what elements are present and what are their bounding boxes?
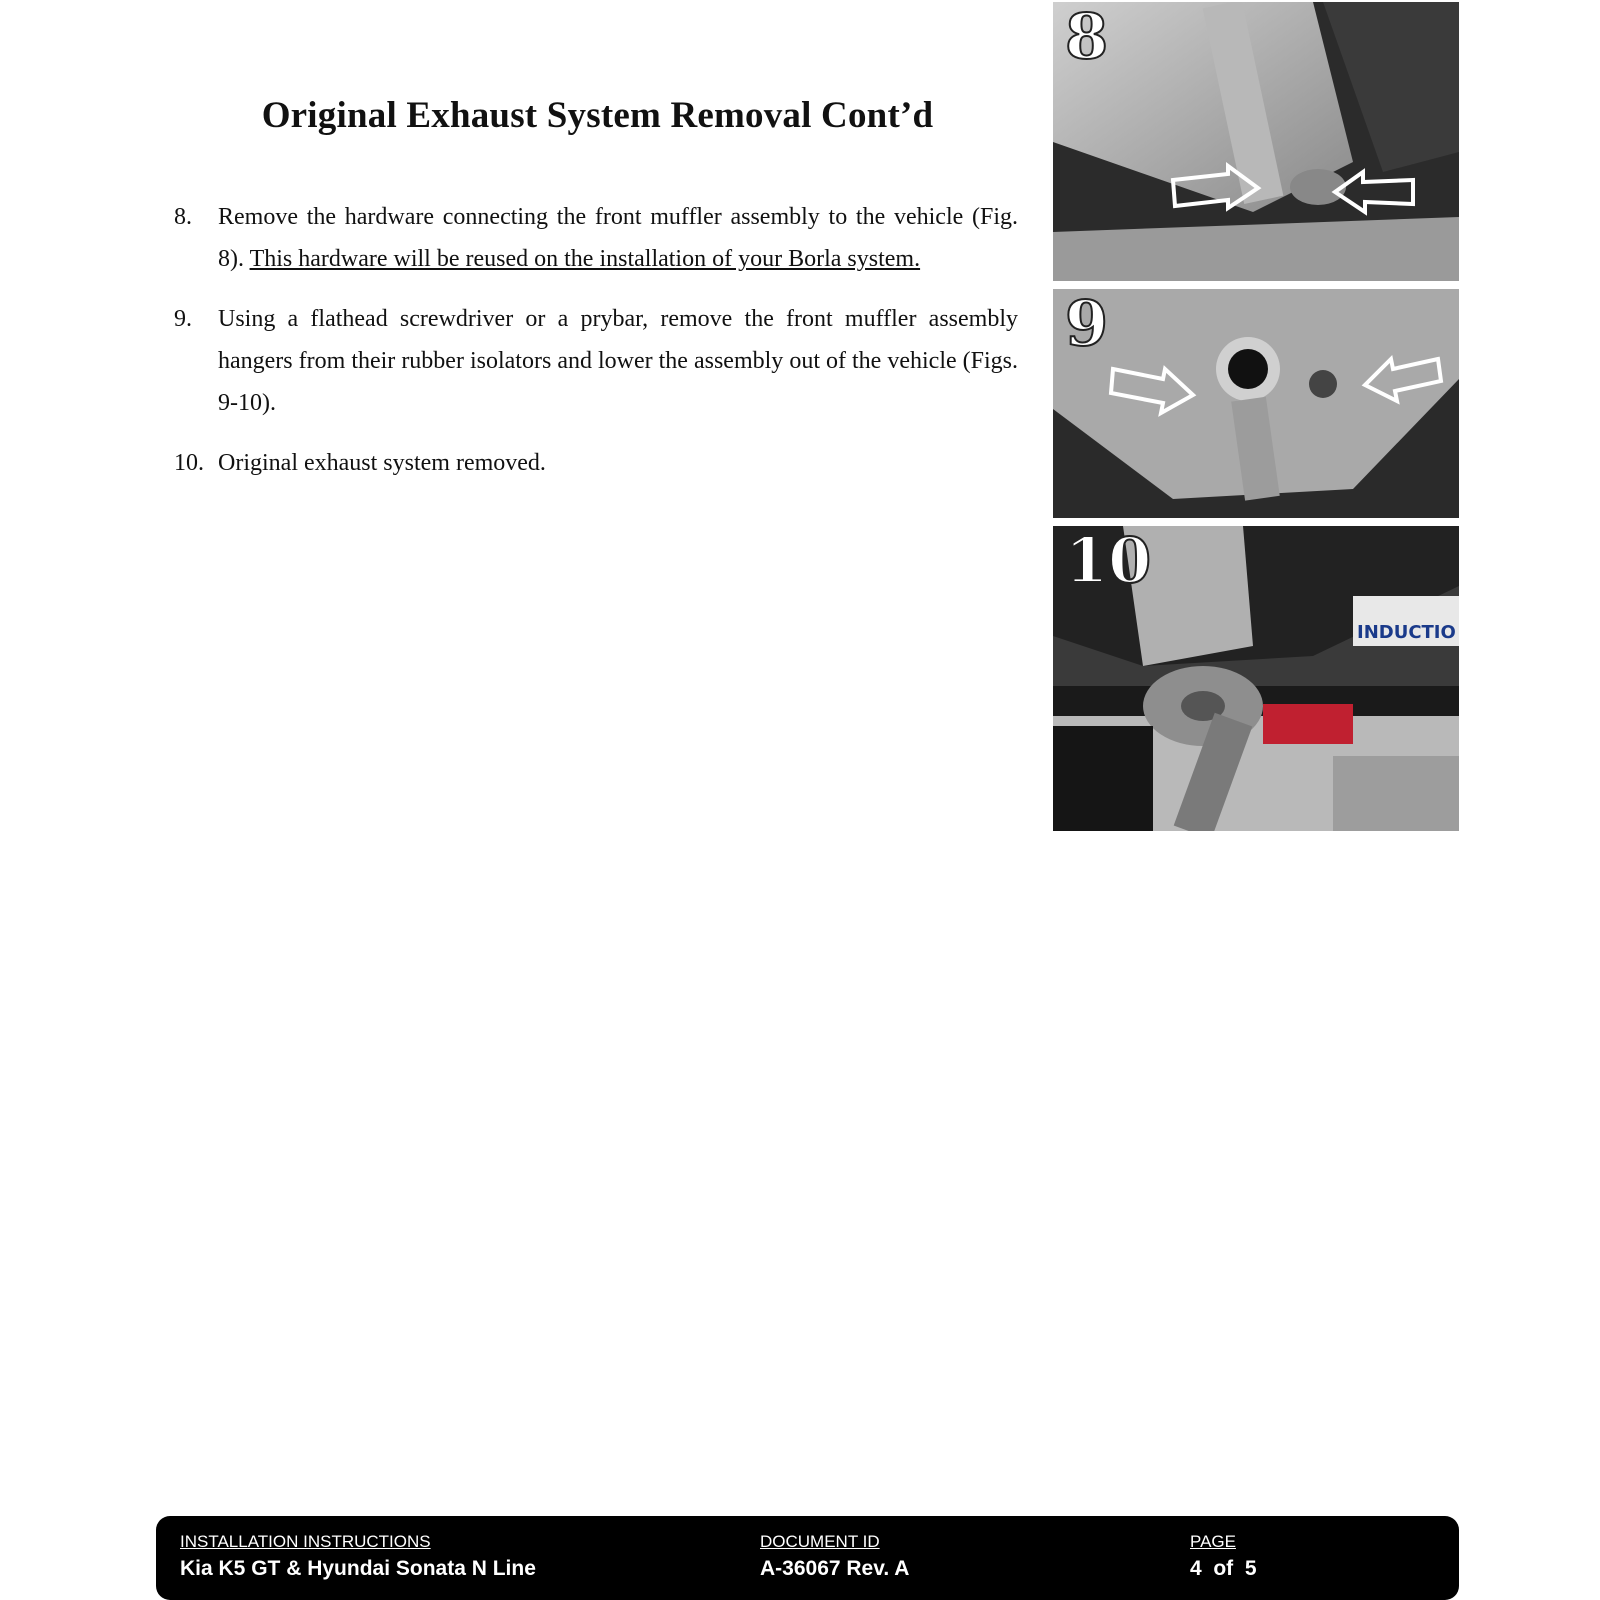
step-text: Remove the hardware connecting the front muffler assembly to the vehicle (Fig. 8). This hardware will be reused on the installation of your Borla system.: [218, 204, 1018, 272]
step-text: Using a flathead screwdriver or a prybar, remove the front muffler assembly hangers from their rubber isolators and lower the assembly out of the vehicle (Figs. 9-10).: [218, 306, 1018, 416]
step-number: 9.: [174, 306, 192, 332]
figure-8-photo: [1053, 2, 1459, 281]
step-text: Original exhaust system removed.: [218, 450, 546, 476]
instruction-steps: [174, 196, 1018, 502]
footer-page: [1190, 1530, 1257, 1584]
step-9: [174, 298, 1018, 424]
shop-sign-text: INDUCTIO: [1357, 622, 1456, 643]
figure-label: 8: [1065, 2, 1109, 73]
figure-10-photo: [1053, 526, 1459, 831]
page-number: 4 of 5: [1190, 1557, 1257, 1580]
step-10: [174, 442, 1018, 484]
step-number: 10.: [174, 450, 204, 476]
page-title: Original Exhaust System Removal Cont’d: [261, 95, 934, 136]
footer-heading: DOCUMENT ID: [760, 1532, 880, 1551]
vehicle-name: Kia K5 GT & Hyundai Sonata N Line: [180, 1557, 536, 1580]
footer-heading: INSTALLATION INSTRUCTIONS: [180, 1532, 431, 1551]
document-footer: [156, 1516, 1459, 1600]
reuse-note: This hardware will be reused on the installation of your Borla system.: [249, 246, 921, 272]
footer-instructions: [180, 1530, 536, 1584]
figure-label: 10: [1065, 526, 1152, 597]
document-id-value: A-36067 Rev. A: [760, 1557, 910, 1580]
footer-document-id: [760, 1530, 909, 1584]
footer-heading: PAGE: [1190, 1532, 1236, 1551]
figure-label: 9: [1065, 289, 1109, 360]
figure-9-photo: [1053, 289, 1459, 518]
step-8: [174, 196, 1018, 280]
step-number: 8.: [174, 204, 192, 230]
